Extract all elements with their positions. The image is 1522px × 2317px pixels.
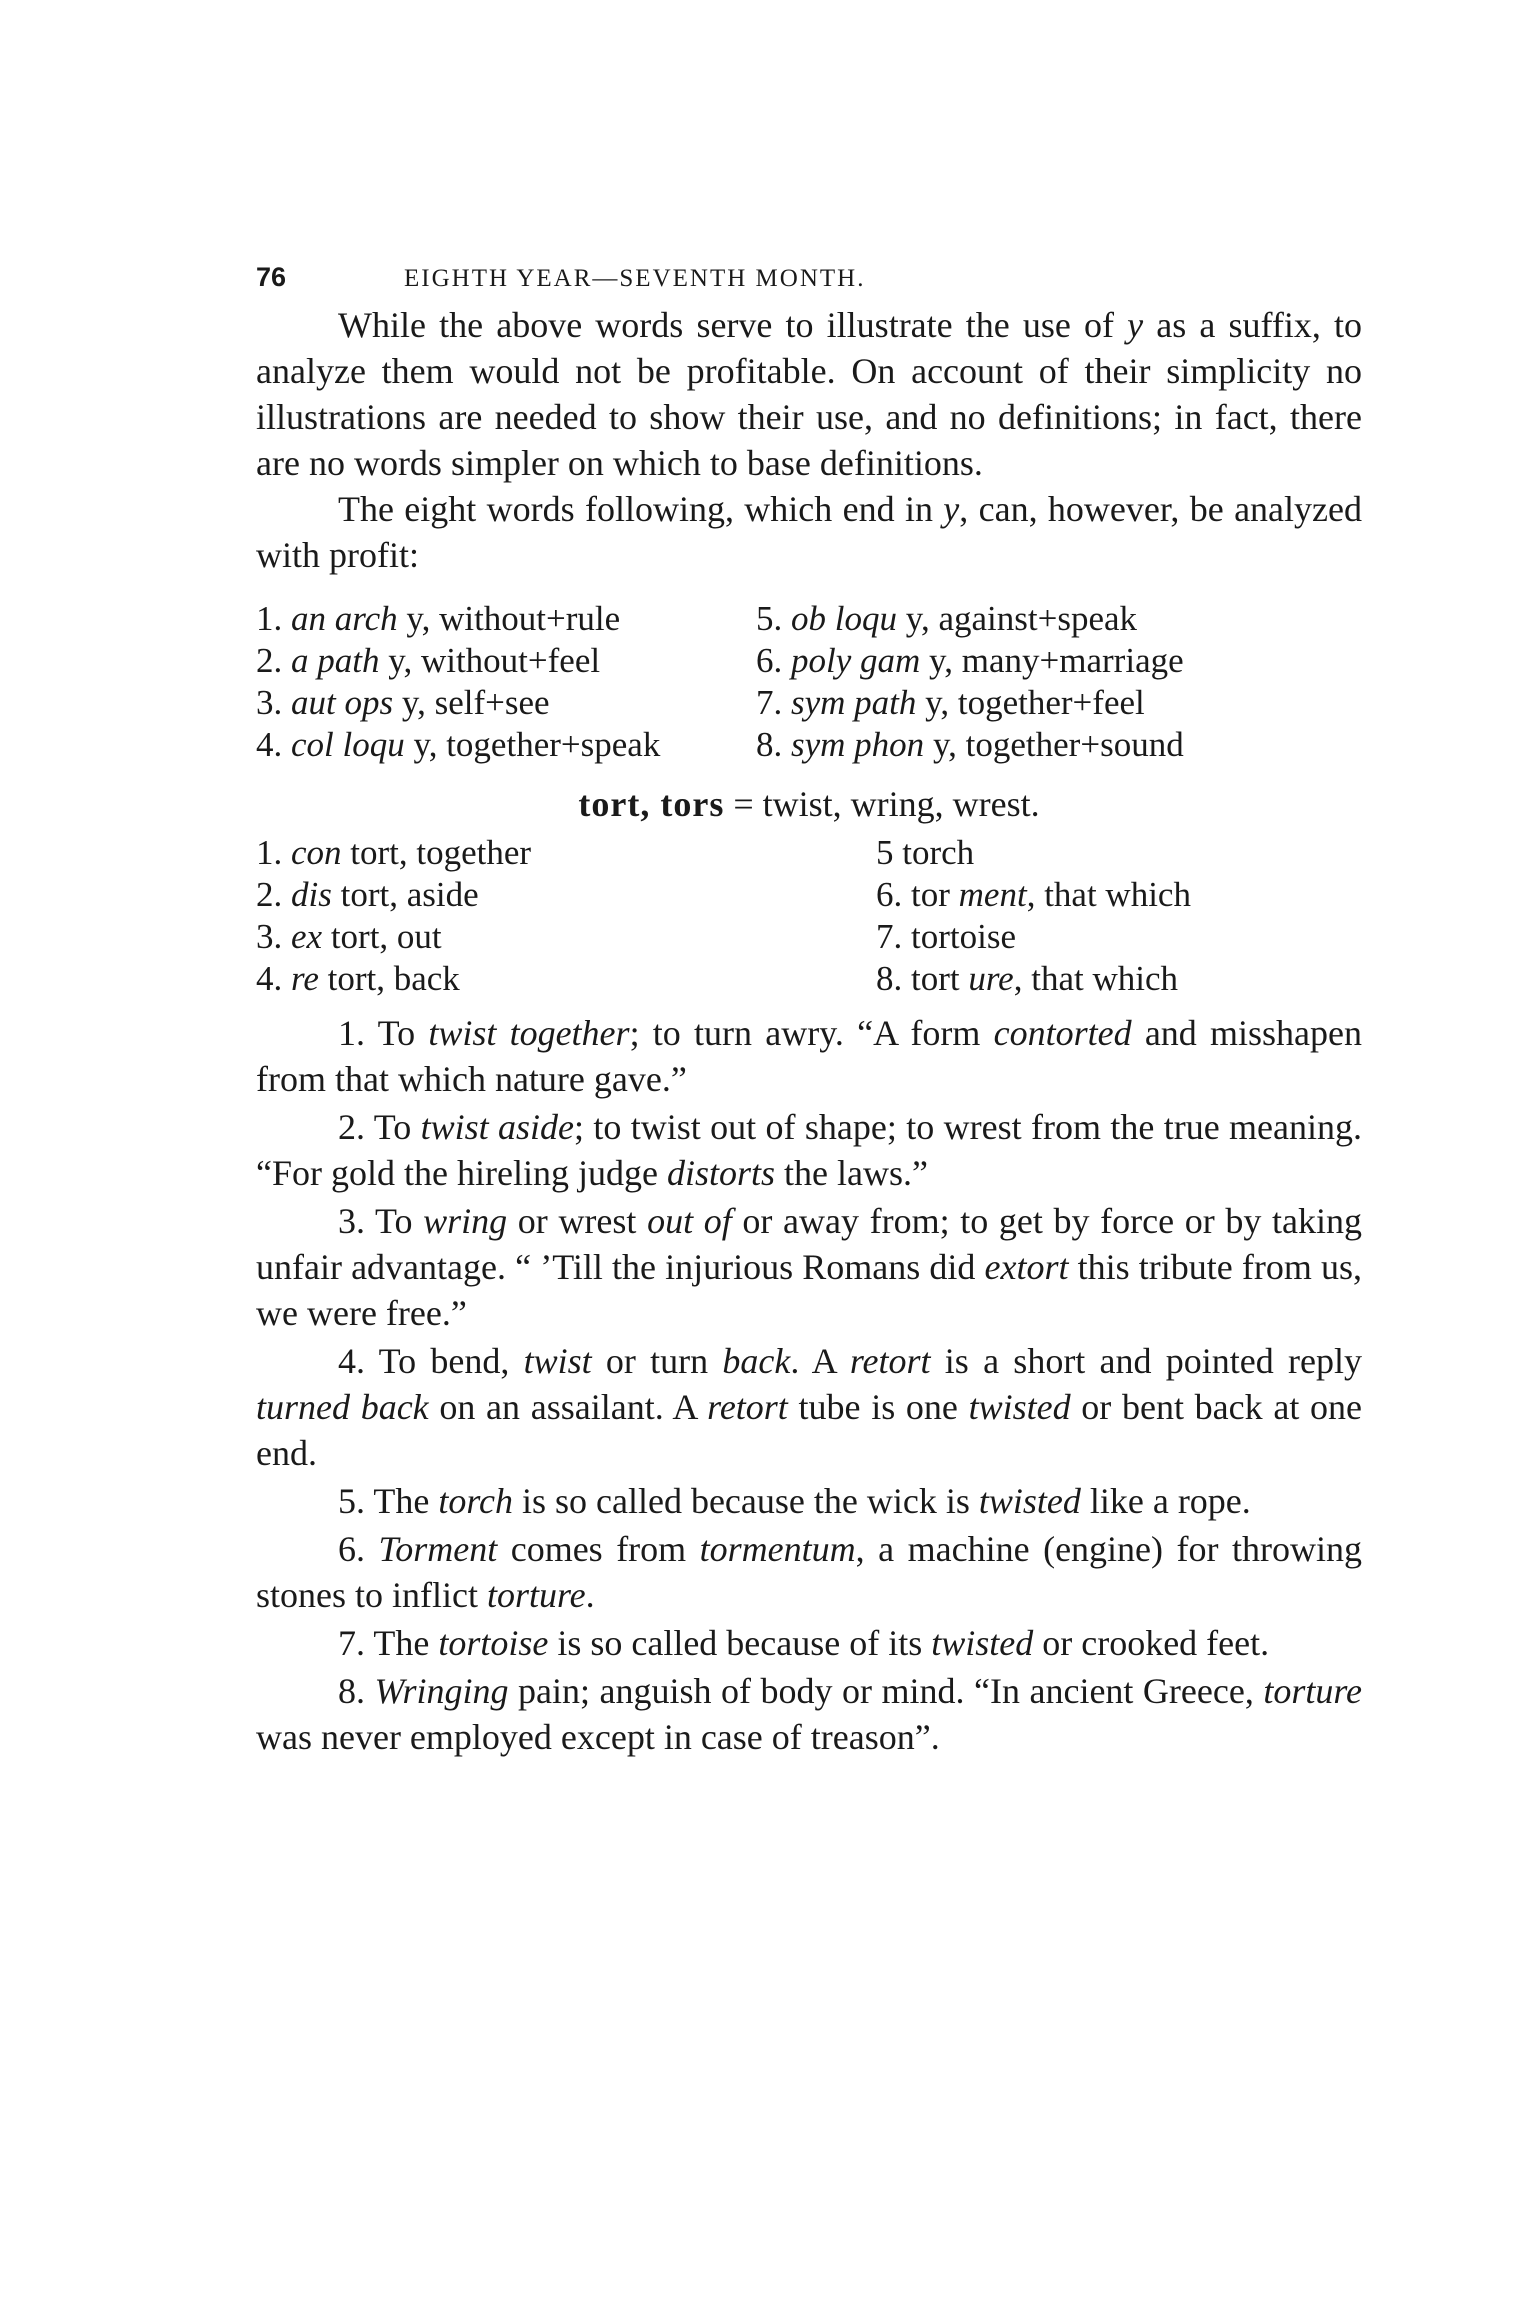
list-item: 4. col loqu y, together+speak <box>256 725 661 764</box>
list-item: 1. an arch y, without+rule <box>256 599 621 638</box>
book-page <box>256 262 1362 1760</box>
list-item: 6. tor ment, that which <box>876 875 1191 914</box>
root-word-list <box>256 832 1362 1000</box>
list-item: 5. ob loqu y, against+speak <box>756 599 1138 638</box>
intro-paragraph-1: While the above words serve to illustrate the use of y as a suffix, to analyze them would not be profitable. On account of their simplicity no illustrations are needed to show their use, and no definitions; in fact, there are no words simpler on which to base definitions. <box>256 305 1362 483</box>
list-item: 3. ex tort, out <box>256 917 442 956</box>
definition-8: 8. Wringing pain; anguish of body or mind. “In ancient Greece, torture was never employed except in case of treason”. <box>256 1671 1363 1757</box>
page-header <box>256 262 1362 302</box>
running-title: EIGHTH YEAR—SEVENTH MONTH. <box>404 265 866 292</box>
list-item: 2. dis tort, aside <box>256 875 479 914</box>
list-item: 7. sym path y, together+feel <box>756 683 1145 722</box>
definition-2: 2. To twist aside; to twist out of shape; to wrest from the true meaning. “For gold the hireling judge distorts the laws.” <box>256 1107 1363 1193</box>
list-item: 6. poly gam y, many+marriage <box>756 641 1184 680</box>
intro-paragraph-2: The eight words following, which end in y, can, however, be analyzed with profit: <box>256 489 1362 575</box>
list-item: 1. con tort, together <box>256 833 532 872</box>
y-word-list <box>256 598 1362 766</box>
definitions <box>256 1010 1362 1760</box>
page-number: 76 <box>256 262 287 292</box>
list-item: 4. re tort, back <box>256 959 460 998</box>
list-item: 8. sym phon y, together+sound <box>756 725 1184 764</box>
definition-1: 1. To twist together; to turn awry. “A form contorted and misshapen from that which nature gave.” <box>256 1013 1363 1099</box>
definition-3: 3. To wring or wrest out of or away from; to get by force or by taking unfair advantage. “ ’Till the injurious Romans did extort this tribute from us, we were free.” <box>256 1201 1362 1333</box>
definition-5: 5. The torch is so called because the wick is twisted like a rope. <box>338 1481 1251 1521</box>
root-heading: tort, tors = twist, wring, wrest. <box>578 784 1040 824</box>
definition-6: 6. Torment comes from tormentum, a machine (engine) for throwing stones to inflict torture. <box>256 1529 1362 1615</box>
definition-7: 7. The tortoise is so called because of its twisted or crooked feet. <box>338 1623 1270 1663</box>
list-item: 7. tortoise <box>876 917 1016 956</box>
list-item: 2. a path y, without+feel <box>256 641 601 680</box>
list-item: 3. aut ops y, self+see <box>256 683 550 722</box>
definition-4: 4. To bend, twist or turn back. A retort is a short and pointed reply turned back on an assailant. A retort tube is one twisted or bent back at one end. <box>256 1341 1363 1473</box>
list-item: 5 torch <box>876 833 975 872</box>
list-item: 8. tort ure, that which <box>876 959 1178 998</box>
